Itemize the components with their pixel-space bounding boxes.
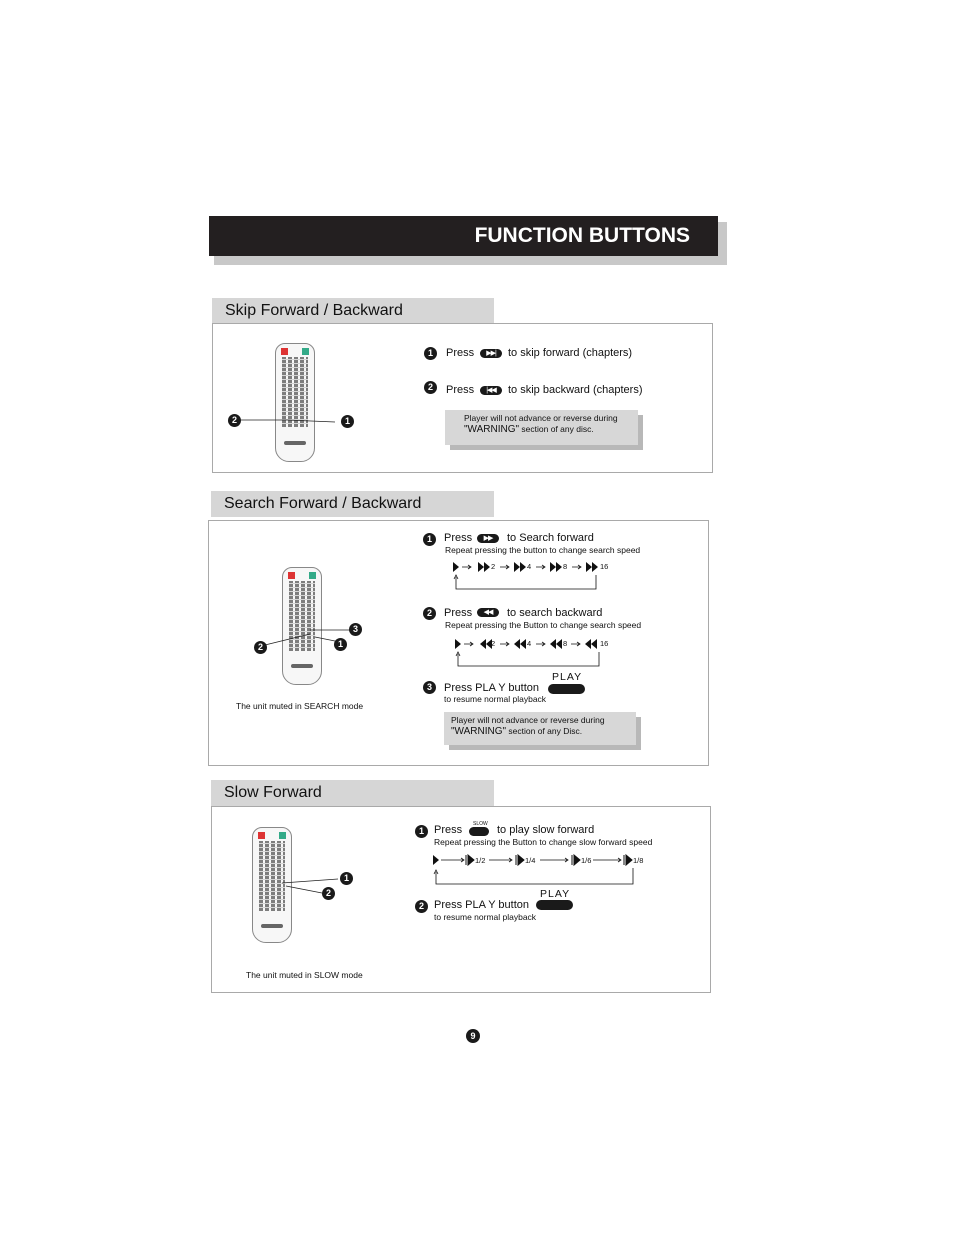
slow-speed-1: 1/2 — [475, 856, 486, 865]
remote-control-image — [275, 343, 315, 462]
title-banner — [209, 216, 718, 256]
slow-button-label: SLOW — [473, 821, 488, 827]
slow-play-label: PLAY — [540, 888, 571, 900]
skip-step2-number: 2 — [424, 381, 437, 394]
skip-forward-icon: ▶▶| — [480, 349, 502, 358]
slow-speed-3: 1/6 — [581, 856, 592, 865]
search-caption: The unit muted in SEARCH mode — [236, 701, 364, 711]
slow-step1-press: Press — [434, 824, 463, 836]
search-step1-text: to Search forward — [507, 532, 594, 544]
skip-step1-number: 1 — [424, 347, 437, 360]
slow-step1-number: 1 — [415, 825, 428, 838]
search-forward-speed-2: 4 — [527, 562, 532, 571]
slow-section-title: Slow Forward — [211, 780, 494, 806]
skip-backward-icon: |◀◀ — [480, 386, 502, 395]
skip-step1-press: Press — [446, 347, 475, 359]
search-backward-speed-4: 16 — [600, 639, 609, 648]
search-step1-press: Press — [444, 532, 473, 544]
search-forward-speed-1: 2 — [491, 562, 496, 571]
search-step3-subtext: to resume normal playback — [444, 694, 547, 704]
search-callout-3: 3 — [349, 623, 362, 636]
slow-callout-2: 2 — [322, 887, 335, 900]
skip-warning-note — [445, 410, 638, 445]
search-step2-number: 2 — [423, 607, 436, 620]
slow-callout-1: 1 — [340, 872, 353, 885]
play-button-icon — [536, 900, 573, 910]
search-backward-speed-3: 8 — [563, 639, 568, 648]
search-step1-subtext: Repeat pressing the button to change search speed — [445, 545, 641, 555]
search-step2-text: to search backward — [507, 607, 603, 619]
search-warning-line1: Player will not advance or reverse during — [451, 715, 605, 725]
fast-forward-icon: ▶▶ — [477, 534, 499, 543]
slow-step1-text: to play slow forward — [497, 824, 595, 836]
search-warning-note — [444, 712, 636, 745]
search-play-label: PLAY — [552, 671, 583, 683]
search-step1-number: 1 — [423, 533, 436, 546]
slow-speed-4: 1/8 — [633, 856, 644, 865]
slow-step2-subtext: to resume normal playback — [434, 912, 537, 922]
search-step2-press: Press — [444, 607, 473, 619]
search-step3-number: 3 — [423, 681, 436, 694]
skip-warning-label: "WARNING" — [464, 424, 520, 435]
search-step2-subtext: Repeat pressing the Button to change search speed — [445, 620, 642, 630]
slow-step2-text: Press PLA Y button — [434, 899, 529, 911]
skip-step2-text: to skip backward (chapters) — [508, 384, 643, 396]
search-warning-line2: section of any Disc. — [506, 726, 583, 736]
search-backward-speed-2: 4 — [527, 639, 532, 648]
slow-step1-subtext: Repeat pressing the Button to change slow forward speed — [434, 837, 653, 847]
skip-section-title: Skip Forward / Backward — [212, 298, 494, 324]
search-backward-speed-diagram — [452, 636, 617, 670]
skip-callout-2: 2 — [228, 414, 241, 427]
page-title: FUNCTION BUTTONS — [474, 224, 690, 247]
slow-caption: The unit muted in SLOW mode — [246, 970, 363, 980]
search-step3-text: Press PLA Y button — [444, 682, 539, 694]
search-backward-speed-1: 2 — [491, 639, 496, 648]
search-callout-1: 1 — [334, 638, 347, 651]
skip-callout-1: 1 — [341, 415, 354, 428]
search-warning-label: "WARNING" — [451, 726, 507, 737]
skip-callout-lines — [225, 410, 355, 430]
search-forward-speed-3: 8 — [563, 562, 568, 571]
slow-button-icon — [469, 827, 489, 836]
page-number: 9 — [466, 1029, 480, 1043]
fast-rewind-icon: ◀◀ — [477, 608, 499, 617]
search-callout-2: 2 — [254, 641, 267, 654]
skip-warning-line2: section of any disc. — [519, 424, 594, 434]
play-button-icon — [548, 684, 585, 694]
search-forward-speed-diagram — [450, 559, 615, 593]
slow-step2-number: 2 — [415, 900, 428, 913]
slow-speed-2: 1/4 — [525, 856, 536, 865]
search-section-title: Search Forward / Backward — [211, 491, 494, 517]
search-forward-speed-4: 16 — [600, 562, 609, 571]
skip-step1-text: to skip forward (chapters) — [508, 347, 633, 359]
skip-step2-press: Press — [446, 384, 475, 396]
slow-speed-diagram — [430, 852, 645, 888]
skip-warning-line1: Player will not advance or reverse during — [464, 413, 618, 423]
